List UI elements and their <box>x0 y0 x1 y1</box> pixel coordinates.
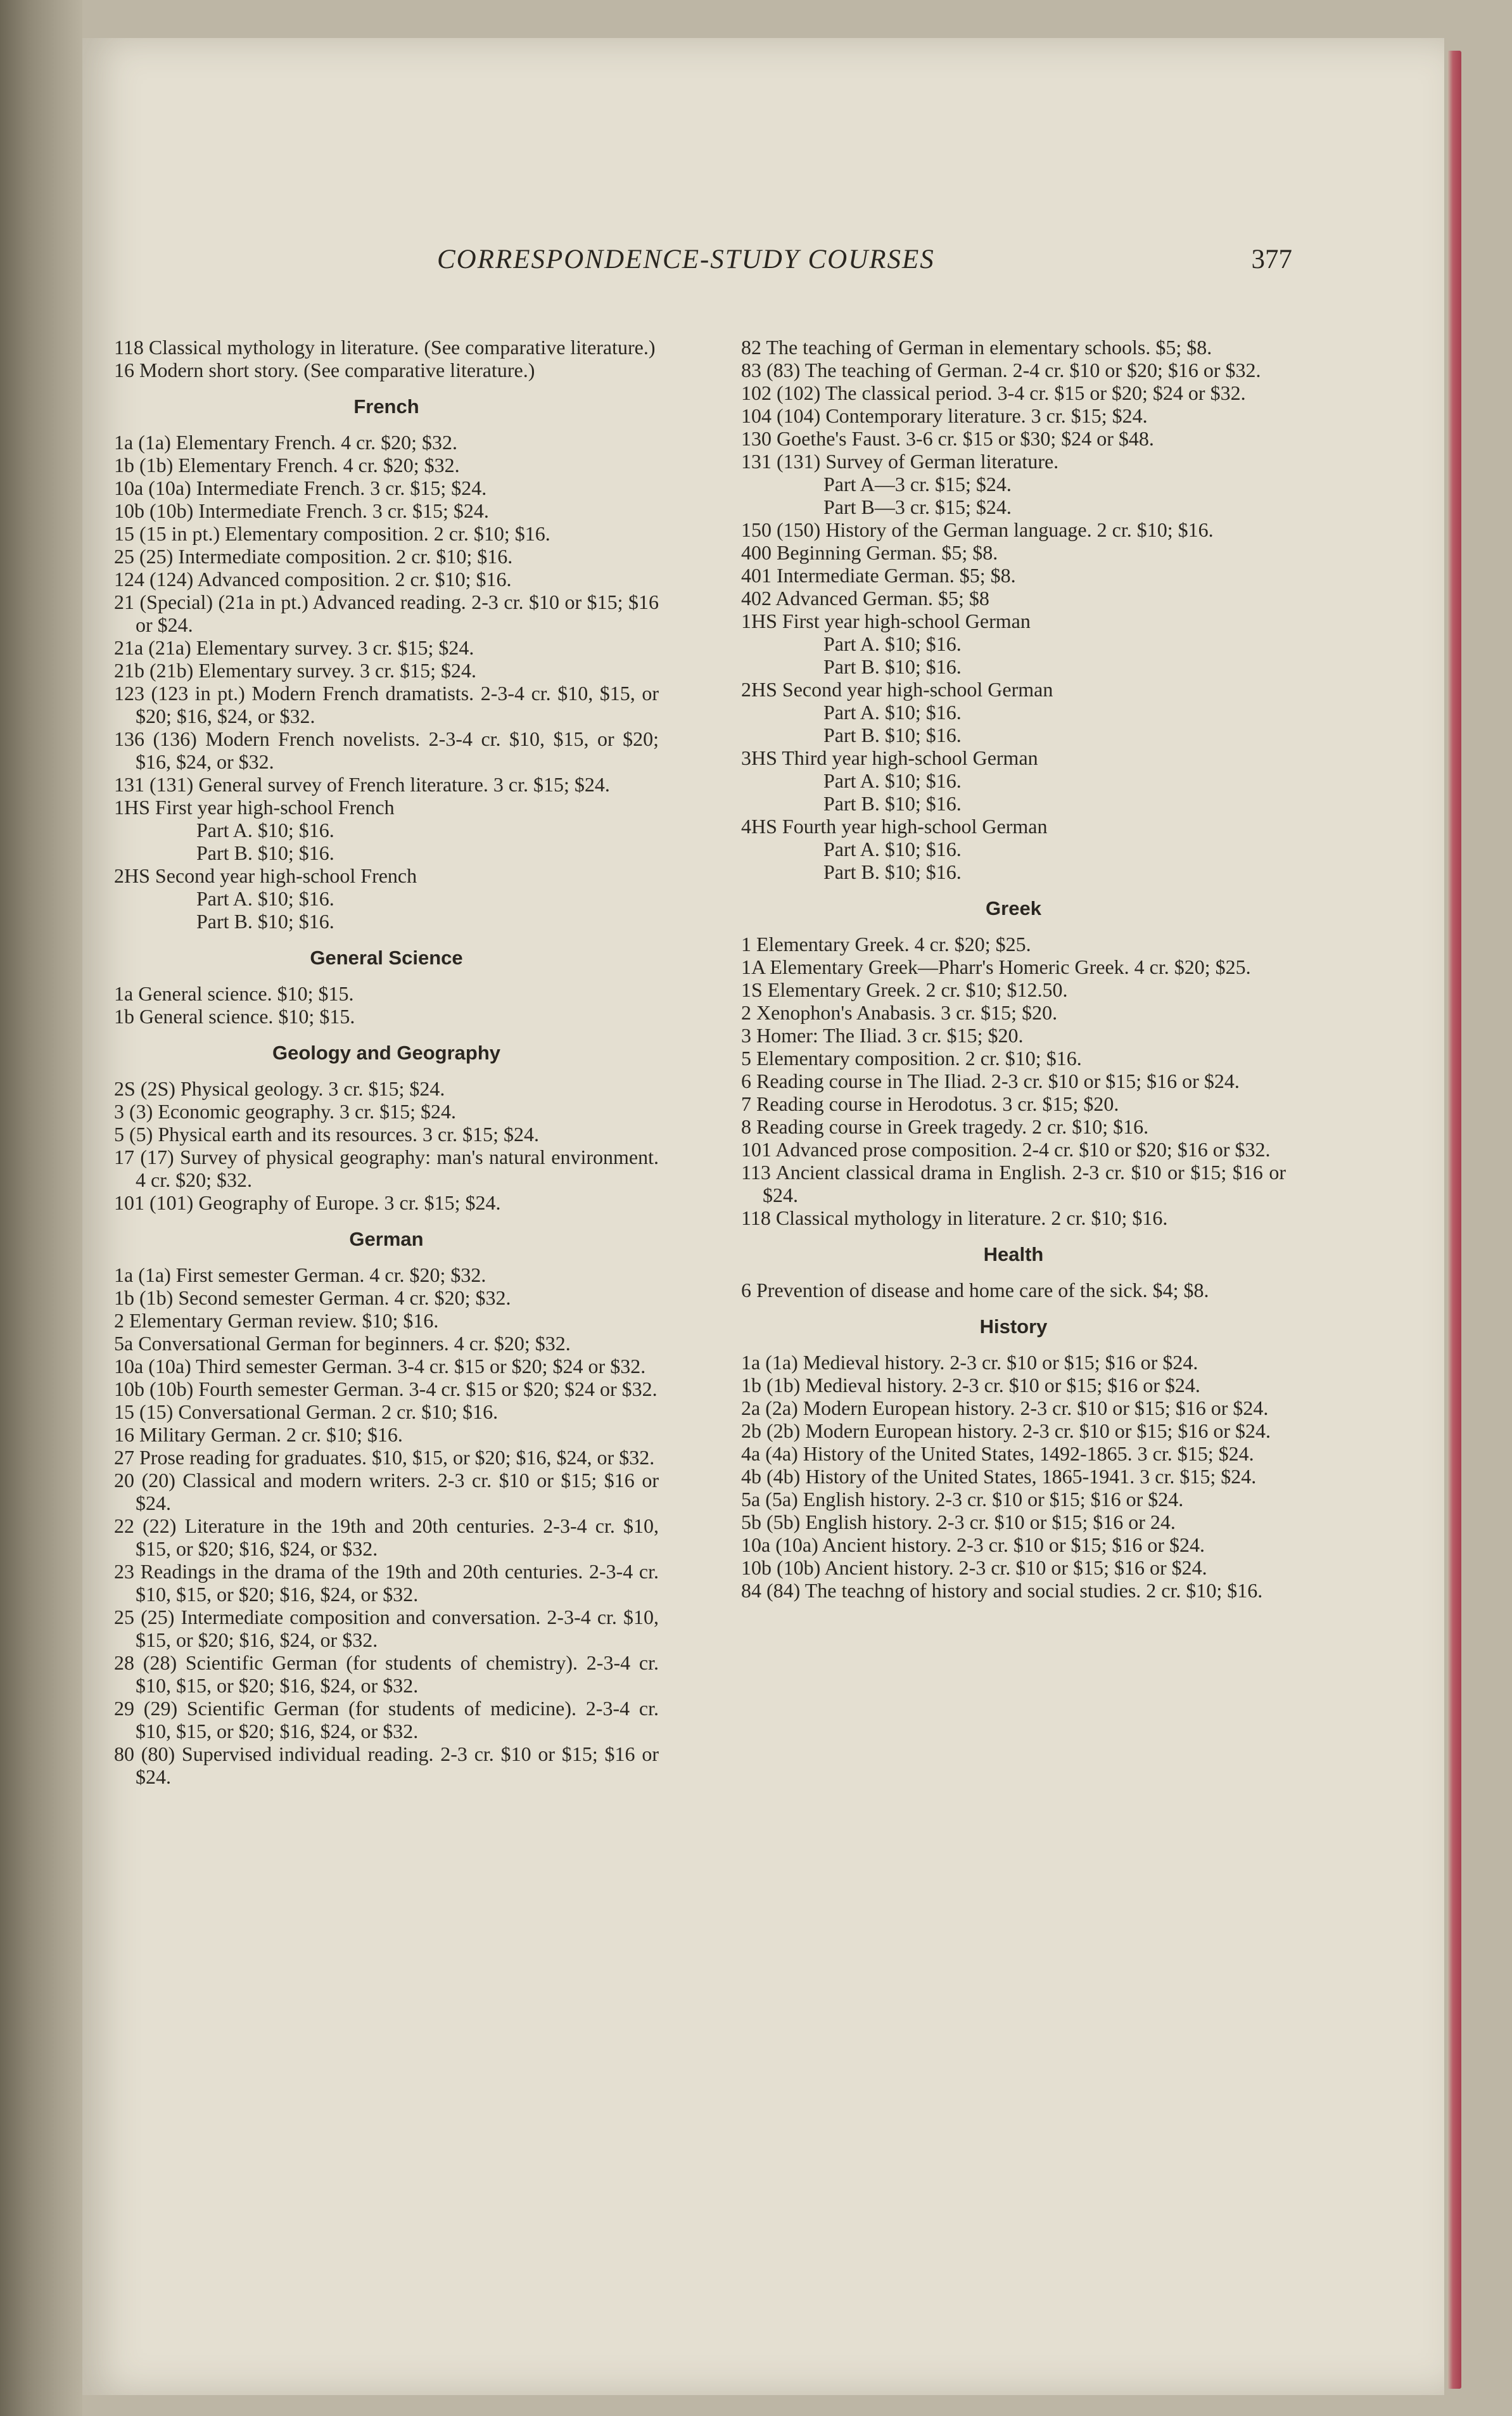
course-entry: 27 Prose reading for graduates. $10, $15, or $20; $16, $24, or $32. <box>114 1446 655 1469</box>
course-entry: 2b (2b) Modern European history. 2-3 cr. $10 or $15; $16 or $24. <box>741 1419 1271 1442</box>
german-continued-list <box>741 336 1286 450</box>
course-entry: 1b (1b) Second semester German. 4 cr. $20; $32. <box>114 1286 511 1309</box>
course-entry: 80 (80) Supervised individual reading. 2-3 cr. $10 or $15; $16 or $24. <box>114 1742 659 1788</box>
section-heading-french: French <box>353 395 419 418</box>
course-entry: 5a (5a) English history. 2-3 cr. $10 or $15; $16 or $24. <box>741 1488 1184 1511</box>
course-entry: 4a (4a) History of the United States, 1492-1865. 3 cr. $15; $24. <box>741 1442 1254 1465</box>
course-entry: 2HS Second year high-school German <box>741 678 1053 701</box>
course-entry: 123 (123 in pt.) Modern French dramatists. 2-3-4 cr. $10, $15, or $20; $16, $24, or $32. <box>114 682 659 727</box>
course-entry: 1HS First year high-school French <box>114 796 395 819</box>
course-entry: 2a (2a) Modern European history. 2-3 cr. $10 or $15; $16 or $24. <box>741 1397 1269 1419</box>
course-entry: 22 (22) Literature in the 19th and 20th centuries. 2-3-4 cr. $10, $15, or $20; $16, $24, or $32. <box>114 1514 659 1560</box>
french-list <box>114 431 659 796</box>
german-survey-entry <box>741 450 1286 518</box>
course-entry: 5 (5) Physical earth and its resources. 3 cr. $15; $24. <box>114 1123 539 1146</box>
course-part: Part B. $10; $16. <box>196 841 334 864</box>
course-entry: 25 (25) Intermediate composition. 2 cr. $10; $16. <box>114 545 513 568</box>
course-entry: 15 (15 in pt.) Elementary composition. 2 cr. $10; $16. <box>114 522 550 545</box>
geology-list <box>114 1077 659 1214</box>
course-entry: 15 (15) Conversational German. 2 cr. $10; $16. <box>114 1400 499 1423</box>
course-entry: 25 (25) Intermediate composition and conversation. 2-3-4 cr. $10, $15, or $20; $16, $24, or $32. <box>114 1606 659 1651</box>
course-entry: 118 Classical mythology in literature. 2 cr. $10; $16. <box>741 1206 1168 1229</box>
course-entry: 10a (10a) Intermediate French. 3 cr. $15; $24. <box>114 476 487 499</box>
german-hs-list <box>741 610 1286 883</box>
course-entry: 84 (84) The teachng of history and social studies. 2 cr. $10; $16. <box>741 1579 1263 1602</box>
section-heading-german: German <box>349 1228 424 1250</box>
course-entry: 17 (17) Survey of physical geography: man's natural environment. 4 cr. $20; $32. <box>114 1146 659 1191</box>
course-entry: 16 Military German. 2 cr. $10; $16. <box>114 1423 403 1446</box>
course-entry: 136 (136) Modern French novelists. 2-3-4 cr. $10, $15, or $20; $16, $24, or $32. <box>114 727 659 773</box>
course-entry: 5 Elementary composition. 2 cr. $10; $16. <box>741 1047 1082 1070</box>
course-entry: 10a (10a) Third semester German. 3-4 cr. $15 or $20; $24 or $32. <box>114 1355 646 1377</box>
course-part: Part B. $10; $16. <box>823 860 962 883</box>
course-entry: 10b (10b) Fourth semester German. 3-4 cr. $15 or $20; $24 or $32. <box>114 1377 658 1400</box>
course-part: Part A. $10; $16. <box>196 819 334 841</box>
book-spine-shadow <box>0 0 82 2416</box>
course-entry: 28 (28) Scientific German (for students of chemistry). 2-3-4 cr. $10, $15, or $20; $16, $24, or $32. <box>114 1651 659 1697</box>
course-entry: 8 Reading course in Greek tragedy. 2 cr. $10; $16. <box>741 1115 1149 1138</box>
left-column <box>114 336 659 1788</box>
course-entry: 1b General science. $10; $15. <box>114 1005 355 1028</box>
course-entry: 400 Beginning German. $5; $8. <box>741 541 998 564</box>
course-entry: 124 (124) Advanced composition. 2 cr. $10; $16. <box>114 568 512 591</box>
course-entry: 1a (1a) Elementary French. 4 cr. $20; $32. <box>114 431 458 454</box>
course-part: Part B. $10; $16. <box>823 655 962 678</box>
course-entry: 1a (1a) Medieval history. 2-3 cr. $10 or $15; $16 or $24. <box>741 1351 1198 1374</box>
course-entry: 2HS Second year high-school French <box>114 864 417 887</box>
course-entry: 10a (10a) Ancient history. 2-3 cr. $10 or $15; $16 or $24. <box>741 1533 1205 1556</box>
course-entry: 1a General science. $10; $15. <box>114 982 354 1005</box>
course-entry: 1b (1b) Medieval history. 2-3 cr. $10 or $15; $16 or $24. <box>741 1374 1200 1397</box>
course-entry: 130 Goethe's Faust. 3-6 cr. $15 or $30; $24 or $48. <box>741 427 1154 450</box>
course-entry: 2 Xenophon's Anabasis. 3 cr. $15; $20. <box>741 1001 1058 1024</box>
course-entry: 131 (131) General survey of French literature. 3 cr. $15; $24. <box>114 773 610 796</box>
course-entry: 4HS Fourth year high-school German <box>741 815 1048 838</box>
page-number: 377 <box>1251 245 1292 274</box>
course-entry: 21a (21a) Elementary survey. 3 cr. $15; $24. <box>114 636 474 659</box>
course-entry: 29 (29) Scientific German (for students of medicine). 2-3-4 cr. $10, $15, or $20; $16, $24, or $32. <box>114 1697 659 1742</box>
course-entry: 1HS First year high-school German <box>741 610 1031 632</box>
course-entry: 3 (3) Economic geography. 3 cr. $15; $24. <box>114 1100 457 1123</box>
course-entry: 20 (20) Classical and modern writers. 2-3 cr. $10 or $15; $16 or $24. <box>114 1469 659 1514</box>
course-entry: 1 Elementary Greek. 4 cr. $20; $25. <box>741 933 1031 956</box>
right-column <box>741 336 1286 1602</box>
section-heading-health: Health <box>983 1243 1044 1265</box>
course-part: Part A. $10; $16. <box>823 838 962 860</box>
page-edge <box>1447 51 1461 2389</box>
course-entry: 82 The teaching of German in elementary schools. $5; $8. <box>741 336 1212 359</box>
course-part: Part A. $10; $16. <box>196 887 334 910</box>
course-entry: 2S (2S) Physical geology. 3 cr. $15; $24. <box>114 1077 445 1100</box>
course-part: Part B—3 cr. $15; $24. <box>823 495 1012 518</box>
course-part: Part A. $10; $16. <box>823 701 962 724</box>
course-entry: 1b (1b) Elementary French. 4 cr. $20; $32. <box>114 454 460 476</box>
course-entry: 10b (10b) Ancient history. 2-3 cr. $10 or $15; $16 or $24. <box>741 1556 1207 1579</box>
course-entry: 402 Advanced German. $5; $8 <box>741 587 989 610</box>
course-entry: 6 Prevention of disease and home care of the sick. $4; $8. <box>741 1279 1209 1301</box>
course-entry: 16 Modern short story. (See comparative literature.) <box>114 359 535 381</box>
section-heading-history: History <box>979 1315 1048 1338</box>
intro-list <box>114 336 659 381</box>
german-list <box>114 1263 659 1788</box>
course-entry: 6 Reading course in The Iliad. 2-3 cr. $10 or $15; $16 or $24. <box>741 1070 1240 1092</box>
section-heading-greek: Greek <box>986 897 1041 919</box>
running-head <box>437 244 1292 288</box>
course-entry: 1a (1a) First semester German. 4 cr. $20; $32. <box>114 1263 486 1286</box>
course-entry: 5a Conversational German for beginners. 4 cr. $20; $32. <box>114 1332 571 1355</box>
course-entry: 150 (150) History of the German language. 2 cr. $10; $16. <box>741 518 1214 541</box>
course-entry: 101 (101) Geography of Europe. 3 cr. $15; $24. <box>114 1191 501 1214</box>
course-part: Part A. $10; $16. <box>823 632 962 655</box>
course-entry: 5b (5b) English history. 2-3 cr. $10 or $15; $16 or 24. <box>741 1511 1176 1533</box>
course-entry: 21 (Special) (21a in pt.) Advanced reading. 2-3 cr. $10 or $15; $16 or $24. <box>114 591 659 636</box>
course-entry: 10b (10b) Intermediate French. 3 cr. $15; $24. <box>114 499 489 522</box>
course-entry: 23 Readings in the drama of the 19th and 20th centuries. 2-3-4 cr. $10, $15, or $20; $16, $24, or $32. <box>114 1560 659 1606</box>
course-part: Part B. $10; $16. <box>823 724 962 746</box>
course-entry: 3 Homer: The Iliad. 3 cr. $15; $20. <box>741 1024 1024 1047</box>
health-list <box>741 1279 1286 1301</box>
general-science-list <box>114 982 659 1028</box>
history-list <box>741 1351 1286 1602</box>
course-entry: 102 (102) The classical period. 3-4 cr. $15 or $20; $24 or $32. <box>741 381 1246 404</box>
running-title: CORRESPONDENCE-STUDY COURSES <box>437 245 935 274</box>
german-continued-list-2 <box>741 518 1286 610</box>
course-entry: 113 Ancient classical drama in English. 2-3 cr. $10 or $15; $16 or $24. <box>741 1161 1286 1206</box>
course-part: Part A—3 cr. $15; $24. <box>823 473 1012 495</box>
course-entry: 2 Elementary German review. $10; $16. <box>114 1309 439 1332</box>
course-entry: 101 Advanced prose composition. 2-4 cr. $10 or $20; $16 or $32. <box>741 1138 1271 1161</box>
course-part: Part B. $10; $16. <box>823 792 962 815</box>
course-entry: 1A Elementary Greek—Pharr's Homeric Greek. 4 cr. $20; $25. <box>741 956 1251 978</box>
course-entry: 83 (83) The teaching of German. 2-4 cr. $10 or $20; $16 or $32. <box>741 359 1261 381</box>
section-heading-general-science: General Science <box>310 947 463 969</box>
course-entry: 118 Classical mythology in literature. (See comparative literature.) <box>114 336 656 359</box>
section-heading-geology: Geology and Geography <box>272 1042 500 1064</box>
course-entry: 131 (131) Survey of German literature. <box>741 450 1059 473</box>
course-entry: 21b (21b) Elementary survey. 3 cr. $15; $24. <box>114 659 477 682</box>
course-entry: 1S Elementary Greek. 2 cr. $10; $12.50. <box>741 978 1068 1001</box>
course-entry: 4b (4b) History of the United States, 1865-1941. 3 cr. $15; $24. <box>741 1465 1257 1488</box>
french-hs-list <box>114 796 659 933</box>
greek-list <box>741 933 1286 1229</box>
course-entry: 7 Reading course in Herodotus. 3 cr. $15; $20. <box>741 1092 1119 1115</box>
course-part: Part B. $10; $16. <box>196 910 334 933</box>
course-entry: 3HS Third year high-school German <box>741 746 1038 769</box>
course-part: Part A. $10; $16. <box>823 769 962 792</box>
course-entry: 401 Intermediate German. $5; $8. <box>741 564 1016 587</box>
course-entry: 104 (104) Contemporary literature. 3 cr. $15; $24. <box>741 404 1148 427</box>
